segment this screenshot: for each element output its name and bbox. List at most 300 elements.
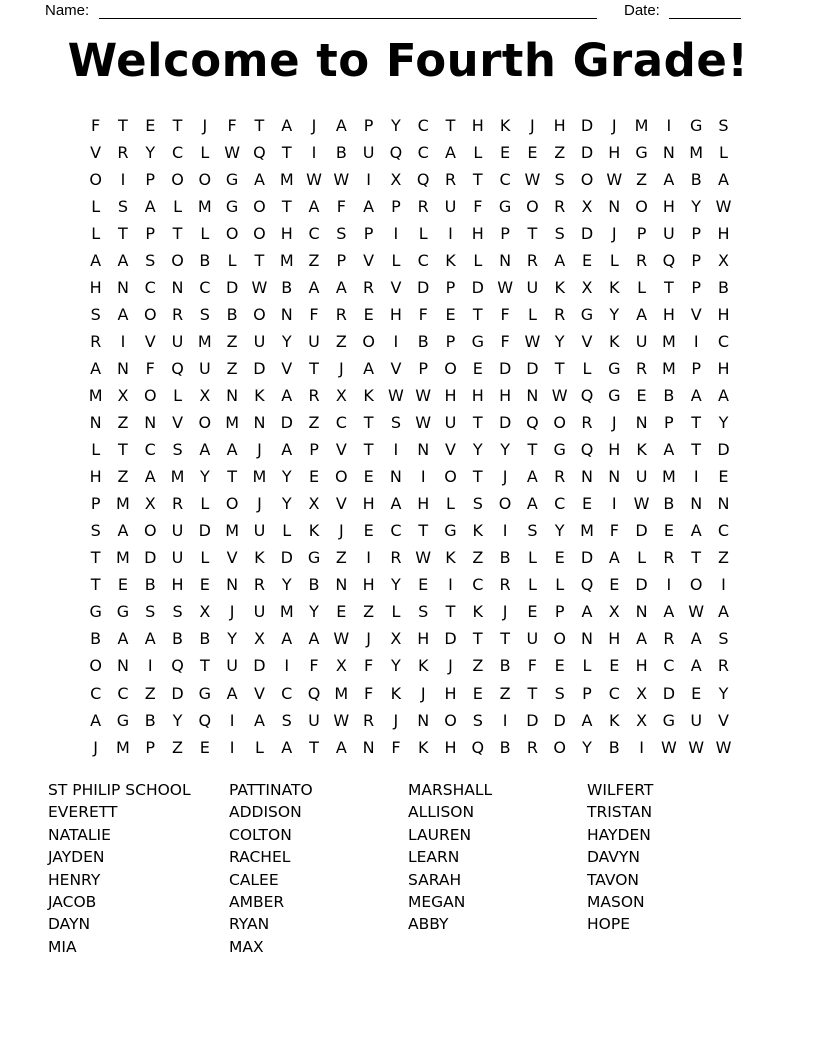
grid-letter: L bbox=[418, 223, 428, 243]
grid-letter: Y bbox=[391, 656, 401, 676]
grid-letter: J bbox=[393, 710, 399, 730]
grid-letter: D bbox=[280, 413, 293, 433]
word-column bbox=[48, 779, 191, 958]
grid-letter: I bbox=[502, 521, 508, 541]
grid-letter: H bbox=[608, 142, 621, 162]
grid-letter: N bbox=[635, 413, 648, 433]
grid-letter: U bbox=[690, 710, 703, 730]
grid-letter: Y bbox=[554, 521, 565, 541]
grid-letter: N bbox=[581, 629, 593, 649]
grid-letter: I bbox=[666, 575, 672, 595]
word-item: RYAN bbox=[229, 915, 270, 934]
grid-letter: K bbox=[609, 331, 620, 351]
grid-letter: B bbox=[144, 575, 156, 595]
grid-letter: N bbox=[389, 467, 402, 487]
grid-letter: J bbox=[530, 115, 535, 135]
grid-letter: B bbox=[90, 629, 102, 649]
grid-letter: B bbox=[499, 548, 511, 568]
grid-letter: H bbox=[471, 115, 484, 135]
grid-letter: E bbox=[691, 683, 702, 703]
grid-letter: T bbox=[472, 304, 483, 324]
grid-letter: B bbox=[172, 629, 184, 649]
grid-letter: U bbox=[253, 602, 266, 622]
grid-letter: M bbox=[279, 250, 294, 270]
grid-letter: D bbox=[280, 548, 293, 568]
grid-letter: L bbox=[200, 548, 210, 568]
grid-letter: L bbox=[719, 142, 728, 162]
grid-letter: L bbox=[173, 385, 182, 405]
grid-letter: Q bbox=[416, 169, 430, 189]
grid-letter: K bbox=[445, 250, 456, 270]
grid-letter: P bbox=[691, 277, 701, 297]
grid-letter: O bbox=[253, 196, 266, 216]
word-item: ADDISON bbox=[229, 803, 302, 822]
grid-letter: N bbox=[362, 737, 375, 757]
grid-letter: M bbox=[279, 169, 294, 189]
grid-letter: Z bbox=[144, 683, 156, 703]
grid-letter: L bbox=[637, 277, 647, 297]
word-column bbox=[587, 779, 653, 936]
grid-letter: W bbox=[497, 277, 514, 297]
grid-letter: D bbox=[498, 413, 512, 433]
grid-letter: D bbox=[662, 683, 676, 703]
grid-letter: N bbox=[280, 304, 293, 324]
grid-letter: F bbox=[609, 521, 619, 541]
grid-letter: Z bbox=[554, 142, 566, 162]
grid-letter: H bbox=[417, 629, 430, 649]
grid-letter: E bbox=[363, 521, 374, 541]
grid-letter: M bbox=[661, 331, 676, 351]
grid-letter: H bbox=[362, 494, 375, 514]
grid-letter: X bbox=[199, 385, 211, 405]
grid-letter: L bbox=[555, 575, 565, 595]
grid-letter: T bbox=[527, 683, 538, 703]
grid-letter: P bbox=[445, 331, 456, 351]
grid-letter: N bbox=[116, 277, 129, 297]
grid-letter: I bbox=[721, 575, 726, 595]
grid-letter: R bbox=[390, 548, 402, 568]
grid-letter: M bbox=[252, 467, 267, 487]
grid-letter: B bbox=[417, 331, 429, 351]
grid-letter: H bbox=[471, 223, 484, 243]
grid-letter: H bbox=[389, 304, 402, 324]
grid-letter: V bbox=[690, 304, 702, 324]
grid-letter: T bbox=[472, 169, 483, 189]
grid-letter: U bbox=[171, 331, 184, 351]
grid-letter: S bbox=[554, 223, 565, 243]
grid-letter: I bbox=[502, 710, 508, 730]
grid-letter: L bbox=[391, 250, 401, 270]
grid-letter: D bbox=[253, 358, 266, 378]
grid-letter: T bbox=[309, 737, 319, 757]
grid-letter: F bbox=[418, 304, 428, 324]
grid-letter: T bbox=[527, 440, 538, 460]
grid-letter: L bbox=[200, 494, 210, 514]
grid-letter: A bbox=[199, 440, 211, 460]
grid-letter: Y bbox=[582, 737, 592, 757]
grid-letter: K bbox=[308, 521, 320, 541]
grid-letter: O bbox=[143, 304, 157, 324]
grid-letter: I bbox=[120, 169, 126, 189]
grid-letter: H bbox=[717, 223, 730, 243]
grid-letter: U bbox=[198, 358, 211, 378]
grid-letter: A bbox=[90, 358, 102, 378]
grid-letter: B bbox=[717, 277, 729, 297]
grid-letter: Z bbox=[308, 413, 320, 433]
grid-letter: K bbox=[363, 385, 374, 405]
grid-letter: M bbox=[225, 521, 240, 541]
grid-letter: Y bbox=[472, 440, 483, 460]
grid-letter: A bbox=[281, 385, 293, 405]
grid-letter: C bbox=[417, 142, 429, 162]
grid-letter: O bbox=[553, 629, 566, 649]
grid-letter: W bbox=[660, 737, 677, 757]
grid-letter: G bbox=[580, 304, 594, 324]
grid-letter: K bbox=[609, 710, 620, 730]
grid-letter: Q bbox=[171, 656, 184, 676]
grid-letter: H bbox=[717, 358, 730, 378]
grid-letter: O bbox=[444, 467, 457, 487]
grid-letter: S bbox=[172, 440, 183, 460]
grid-letter: Q bbox=[253, 142, 266, 162]
grid-letter: Z bbox=[363, 602, 375, 622]
date-label: Date: bbox=[624, 2, 660, 19]
grid-letter: E bbox=[609, 575, 620, 595]
grid-letter: M bbox=[116, 494, 130, 514]
grid-letter: S bbox=[281, 710, 292, 730]
grid-letter: D bbox=[471, 277, 484, 297]
grid-letter: C bbox=[308, 223, 320, 243]
grid-letter: G bbox=[198, 683, 212, 703]
grid-letter: H bbox=[280, 223, 293, 243]
grid-letter: J bbox=[420, 683, 426, 703]
grid-letter: R bbox=[526, 737, 538, 757]
grid-letter: S bbox=[117, 196, 129, 216]
grid-letter: Y bbox=[309, 602, 319, 622]
grid-letter: I bbox=[147, 656, 153, 676]
grid-letter: A bbox=[363, 196, 375, 216]
grid-letter: D bbox=[553, 710, 566, 730]
grid-letter: A bbox=[90, 250, 102, 270]
grid-letter: D bbox=[444, 629, 457, 649]
word-item: SARAH bbox=[408, 870, 462, 889]
grid-letter: P bbox=[145, 223, 156, 243]
grid-letter: C bbox=[144, 277, 156, 297]
grid-letter: V bbox=[144, 331, 156, 351]
grid-letter: M bbox=[197, 196, 212, 216]
grid-letter: E bbox=[636, 385, 647, 405]
grid-letter: N bbox=[226, 385, 239, 405]
grid-letter: S bbox=[90, 304, 101, 324]
grid-letter: S bbox=[390, 413, 401, 433]
grid-letter: A bbox=[363, 358, 375, 378]
grid-letter: J bbox=[502, 467, 508, 487]
grid-letter: R bbox=[253, 575, 265, 595]
grid-letter: A bbox=[226, 683, 238, 703]
grid-letter: F bbox=[91, 115, 101, 135]
grid-letter: X bbox=[199, 602, 211, 622]
grid-letter: K bbox=[554, 277, 565, 297]
grid-letter: D bbox=[580, 115, 594, 135]
grid-letter: P bbox=[691, 358, 701, 378]
grid-letter: E bbox=[336, 602, 347, 622]
grid-letter: F bbox=[391, 737, 401, 757]
grid-letter: M bbox=[661, 358, 676, 378]
grid-letter: M bbox=[634, 115, 649, 135]
grid-letter: C bbox=[390, 521, 402, 541]
grid-letter: Z bbox=[717, 548, 729, 568]
grid-letter: O bbox=[526, 196, 539, 216]
grid-letter: P bbox=[582, 683, 592, 703]
grid-letter: U bbox=[171, 548, 184, 568]
grid-letter: W bbox=[333, 169, 350, 189]
grid-letter: B bbox=[199, 250, 211, 270]
grid-letter: U bbox=[362, 142, 375, 162]
grid-letter: L bbox=[609, 250, 619, 270]
grid-letter: G bbox=[498, 196, 512, 216]
grid-letter: I bbox=[284, 656, 290, 676]
grid-letter: Q bbox=[580, 440, 594, 460]
grid-letter: H bbox=[444, 683, 457, 703]
grid-letter: W bbox=[551, 385, 568, 405]
grid-letter: V bbox=[281, 358, 293, 378]
grid-letter: F bbox=[309, 304, 319, 324]
grid-letter: O bbox=[580, 169, 594, 189]
grid-letter: A bbox=[308, 196, 320, 216]
grid-letter: Z bbox=[636, 169, 648, 189]
grid-letter: L bbox=[473, 250, 483, 270]
grid-letter: N bbox=[116, 358, 129, 378]
grid-letter: Q bbox=[171, 358, 184, 378]
grid-letter: L bbox=[282, 521, 292, 541]
grid-letter: O bbox=[253, 223, 266, 243]
grid-letter: O bbox=[444, 358, 457, 378]
grid-letter: F bbox=[500, 331, 510, 351]
grid-letter: K bbox=[254, 385, 265, 405]
word-item: DAVYN bbox=[587, 848, 640, 867]
grid-letter: P bbox=[554, 602, 565, 622]
grid-letter: D bbox=[526, 358, 539, 378]
grid-letter: R bbox=[663, 548, 675, 568]
grid-letter: W bbox=[606, 169, 623, 189]
grid-letter: Q bbox=[389, 142, 403, 162]
grid-letter: G bbox=[608, 358, 621, 378]
grid-letter: D bbox=[526, 710, 539, 730]
grid-letter: X bbox=[308, 494, 320, 514]
grid-letter: K bbox=[390, 683, 402, 703]
grid-letter: H bbox=[417, 494, 430, 514]
grid-letter: P bbox=[391, 196, 401, 216]
grid-letter: R bbox=[499, 575, 511, 595]
grid-letter: N bbox=[581, 467, 593, 487]
grid-letter: J bbox=[611, 223, 617, 243]
grid-letter: Z bbox=[172, 737, 184, 757]
grid-letter: T bbox=[254, 250, 265, 270]
grid-letter: D bbox=[417, 277, 430, 297]
grid-letter: S bbox=[718, 629, 729, 649]
grid-letter: U bbox=[444, 413, 457, 433]
grid-letter: A bbox=[335, 115, 347, 135]
grid-letter: B bbox=[226, 304, 238, 324]
grid-letter: V bbox=[172, 413, 184, 433]
grid-letter: N bbox=[171, 277, 184, 297]
grid-letter: S bbox=[527, 521, 538, 541]
letter-grid bbox=[82, 112, 737, 761]
grid-letter: X bbox=[608, 602, 620, 622]
grid-letter: T bbox=[445, 602, 456, 622]
grid-letter: S bbox=[418, 602, 429, 622]
grid-letter: R bbox=[717, 656, 730, 676]
grid-letter: I bbox=[229, 710, 235, 730]
grid-letter: I bbox=[611, 494, 617, 514]
grid-letter: W bbox=[688, 602, 705, 622]
grid-letter: S bbox=[336, 223, 347, 243]
grid-letter: J bbox=[338, 521, 344, 541]
grid-letter: U bbox=[663, 223, 675, 243]
grid-letter: U bbox=[526, 277, 539, 297]
grid-letter: R bbox=[526, 250, 538, 270]
grid-letter: Y bbox=[281, 331, 292, 351]
grid-letter: O bbox=[335, 467, 348, 487]
grid-letter: W bbox=[524, 331, 541, 351]
grid-letter: E bbox=[527, 142, 538, 162]
grid-letter: T bbox=[363, 440, 374, 460]
grid-letter: Y bbox=[172, 710, 183, 730]
grid-letter: E bbox=[609, 656, 620, 676]
grid-letter: D bbox=[635, 521, 648, 541]
grid-letter: N bbox=[717, 494, 730, 514]
word-item: MASON bbox=[587, 892, 645, 911]
grid-letter: A bbox=[226, 440, 238, 460]
grid-letter: P bbox=[664, 413, 674, 433]
grid-letter: T bbox=[172, 115, 183, 135]
grid-letter: A bbox=[663, 440, 675, 460]
grid-letter: Y bbox=[199, 467, 210, 487]
grid-letter: B bbox=[335, 142, 347, 162]
grid-letter: L bbox=[473, 142, 483, 162]
grid-letter: Z bbox=[226, 358, 238, 378]
word-item: CALEE bbox=[229, 870, 279, 889]
grid-letter: B bbox=[499, 656, 511, 676]
grid-letter: I bbox=[666, 115, 672, 135]
grid-letter: E bbox=[117, 575, 128, 595]
grid-letter: V bbox=[335, 494, 347, 514]
grid-letter: X bbox=[335, 656, 347, 676]
grid-letter: H bbox=[717, 304, 730, 324]
grid-letter: X bbox=[581, 277, 593, 297]
grid-letter: O bbox=[89, 656, 102, 676]
word-item: MAX bbox=[229, 937, 264, 956]
grid-letter: E bbox=[581, 494, 593, 514]
grid-letter: L bbox=[227, 250, 237, 270]
grid-letter: B bbox=[144, 710, 156, 730]
grid-letter: U bbox=[171, 521, 184, 541]
grid-letter: L bbox=[582, 358, 592, 378]
page-title: Welcome to Fourth Grade! bbox=[67, 34, 749, 87]
grid-letter: C bbox=[199, 277, 211, 297]
grid-letter: H bbox=[362, 575, 375, 595]
grid-letter: M bbox=[170, 467, 185, 487]
grid-letter: A bbox=[117, 250, 129, 270]
grid-letter: K bbox=[499, 115, 511, 135]
grid-letter: R bbox=[554, 196, 566, 216]
word-item: RACHEL bbox=[229, 848, 291, 867]
grid-letter: G bbox=[689, 115, 703, 135]
grid-letter: N bbox=[253, 413, 266, 433]
grid-letter: Y bbox=[554, 331, 565, 351]
word-item: WILFERT bbox=[587, 781, 654, 799]
grid-letter: L bbox=[173, 196, 182, 216]
grid-letter: E bbox=[418, 575, 429, 595]
grid-letter: P bbox=[691, 250, 701, 270]
grid-letter: V bbox=[90, 142, 102, 162]
grid-letter: A bbox=[144, 629, 156, 649]
grid-letter: A bbox=[281, 440, 293, 460]
grid-letter: M bbox=[116, 737, 130, 757]
grid-letter: C bbox=[417, 115, 429, 135]
grid-letter: W bbox=[415, 413, 432, 433]
grid-letter: W bbox=[251, 277, 268, 297]
grid-letter: I bbox=[448, 575, 453, 595]
grid-letter: K bbox=[472, 602, 484, 622]
grid-letter: T bbox=[281, 196, 292, 216]
grid-letter: L bbox=[527, 548, 537, 568]
grid-letter: A bbox=[281, 737, 293, 757]
grid-letter: F bbox=[309, 656, 319, 676]
grid-letter: H bbox=[662, 196, 675, 216]
grid-letter: O bbox=[362, 331, 375, 351]
grid-letter: J bbox=[229, 602, 235, 622]
grid-letter: A bbox=[663, 169, 675, 189]
grid-letter: S bbox=[554, 169, 565, 189]
grid-letter: I bbox=[229, 737, 235, 757]
grid-letter: N bbox=[608, 467, 621, 487]
grid-letter: D bbox=[635, 575, 648, 595]
grid-letter: A bbox=[445, 142, 456, 162]
grid-letter: I bbox=[366, 548, 371, 568]
grid-letter: S bbox=[90, 521, 101, 541]
word-item: DAYN bbox=[48, 915, 91, 934]
grid-letter: S bbox=[472, 710, 483, 730]
grid-letter: X bbox=[581, 196, 593, 216]
grid-letter: X bbox=[636, 683, 648, 703]
grid-letter: O bbox=[89, 169, 102, 189]
grid-letter: T bbox=[472, 467, 483, 487]
grid-letter: V bbox=[226, 548, 238, 568]
grid-letter: J bbox=[257, 440, 262, 460]
grid-letter: D bbox=[580, 548, 594, 568]
word-item: HAYDEN bbox=[587, 825, 651, 844]
grid-letter: B bbox=[281, 277, 293, 297]
grid-letter: V bbox=[718, 710, 729, 730]
grid-letter: K bbox=[417, 656, 429, 676]
grid-letter: G bbox=[608, 385, 621, 405]
grid-letter: B bbox=[499, 737, 511, 757]
grid-letter: W bbox=[333, 629, 350, 649]
grid-letter: W bbox=[524, 169, 541, 189]
grid-letter: L bbox=[391, 602, 401, 622]
word-item: ALLISON bbox=[408, 803, 475, 822]
grid-letter: X bbox=[117, 385, 129, 405]
grid-letter: J bbox=[311, 115, 317, 135]
grid-letter: L bbox=[527, 575, 537, 595]
grid-letter: R bbox=[363, 277, 375, 297]
grid-letter: C bbox=[472, 575, 484, 595]
grid-letter: E bbox=[445, 304, 456, 324]
grid-letter: T bbox=[254, 115, 265, 135]
grid-letter: N bbox=[226, 575, 239, 595]
grid-letter: Q bbox=[198, 710, 212, 730]
